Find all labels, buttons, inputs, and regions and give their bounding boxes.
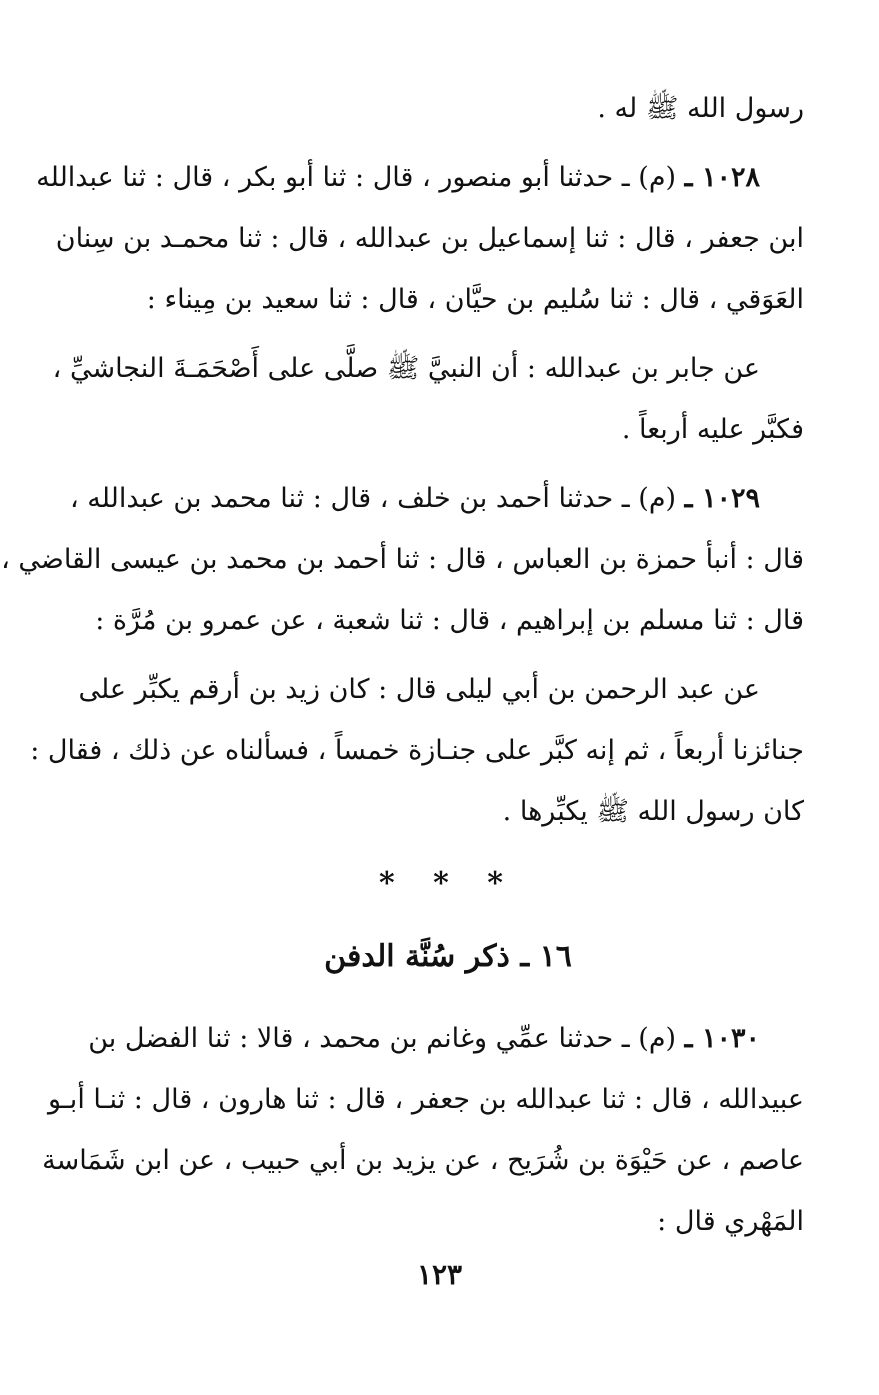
- page-number: ١٢٣: [416, 1258, 463, 1291]
- text-segment: (م) ـ حدثنا أبو منصور ، قال : ثنا أبو بكر ، قال : ثنا عبدالله: [36, 162, 677, 193]
- matn-line: عن جابر بن عبدالله : أن النبيَّ ﷺ صلَّى على أَصْحَمَـةَ النجاشيِّ ،: [52, 353, 760, 384]
- text-line: كان رسول الله ﷺ يكبِّرها .: [502, 796, 804, 827]
- text-line: المَهْري قال :: [657, 1206, 804, 1237]
- text-line: ابن جعفر ، قال : ثنا إسماعيل بن عبدالله ، قال : ثنا محمـد بن سِنان: [55, 223, 804, 254]
- text-line: عاصم ، عن حَيْوَة بن شُرَيح ، عن يزيد بن أبي حبيب ، عن ابن شَمَاسة: [42, 1145, 804, 1176]
- text-line: فكبَّر عليه أربعاً .: [621, 414, 804, 445]
- text-line: جنائزنا أربعاً ، ثم إنه كبَّر على جنـازة خمساً ، فسألناه عن ذلك ، فقال :: [30, 735, 804, 766]
- text-line: عبيدالله ، قال : ثنا عبدالله بن جعفر ، قال : ثنا هارون ، قال : ثنـا أبـو: [47, 1084, 804, 1115]
- hadith-number: ١٠٣٠ ـ: [684, 1023, 760, 1054]
- hadith-1028-line: [36, 147, 804, 208]
- text-line: رسول الله ﷺ له .: [597, 93, 804, 124]
- matn-line: عن عبد الرحمن بن أبي ليلى قال : كان زيد بن أرقم يكبِّر على: [78, 674, 760, 705]
- hadith-number: ١٠٢٩ ـ: [684, 483, 760, 514]
- section-separator: * * *: [379, 866, 517, 901]
- text-segment: (م) ـ حدثنا عمِّي وغانم بن محمد ، قالا : ثنا الفضل بن: [88, 1023, 677, 1054]
- text-line: قال : ثنا مسلم بن إبراهيم ، قال : ثنا شعبة ، عن عمرو بن مُرَّة :: [95, 605, 804, 636]
- text-segment: (م) ـ حدثنا أحمد بن خلف ، قال : ثنا محمد بن عبدالله ،: [69, 483, 677, 514]
- text-line: قال : أنبأ حمزة بن العباس ، قال : ثنا أحمد بن محمد بن عيسى القاضي ،: [1, 544, 804, 575]
- text-line: العَوَقي ، قال : ثنا سُليم بن حيَّان ، قال : ثنا سعيد بن مِيناء :: [146, 284, 804, 315]
- hadith-number: ١٠٢٨ ـ: [684, 162, 760, 193]
- section-heading: ١٦ ـ ذكر سُنَّة الدفن: [324, 939, 572, 974]
- hadith-1029-line: [69, 468, 804, 529]
- page-body: [1, 78, 804, 1252]
- hadith-1030-line: [88, 1008, 804, 1069]
